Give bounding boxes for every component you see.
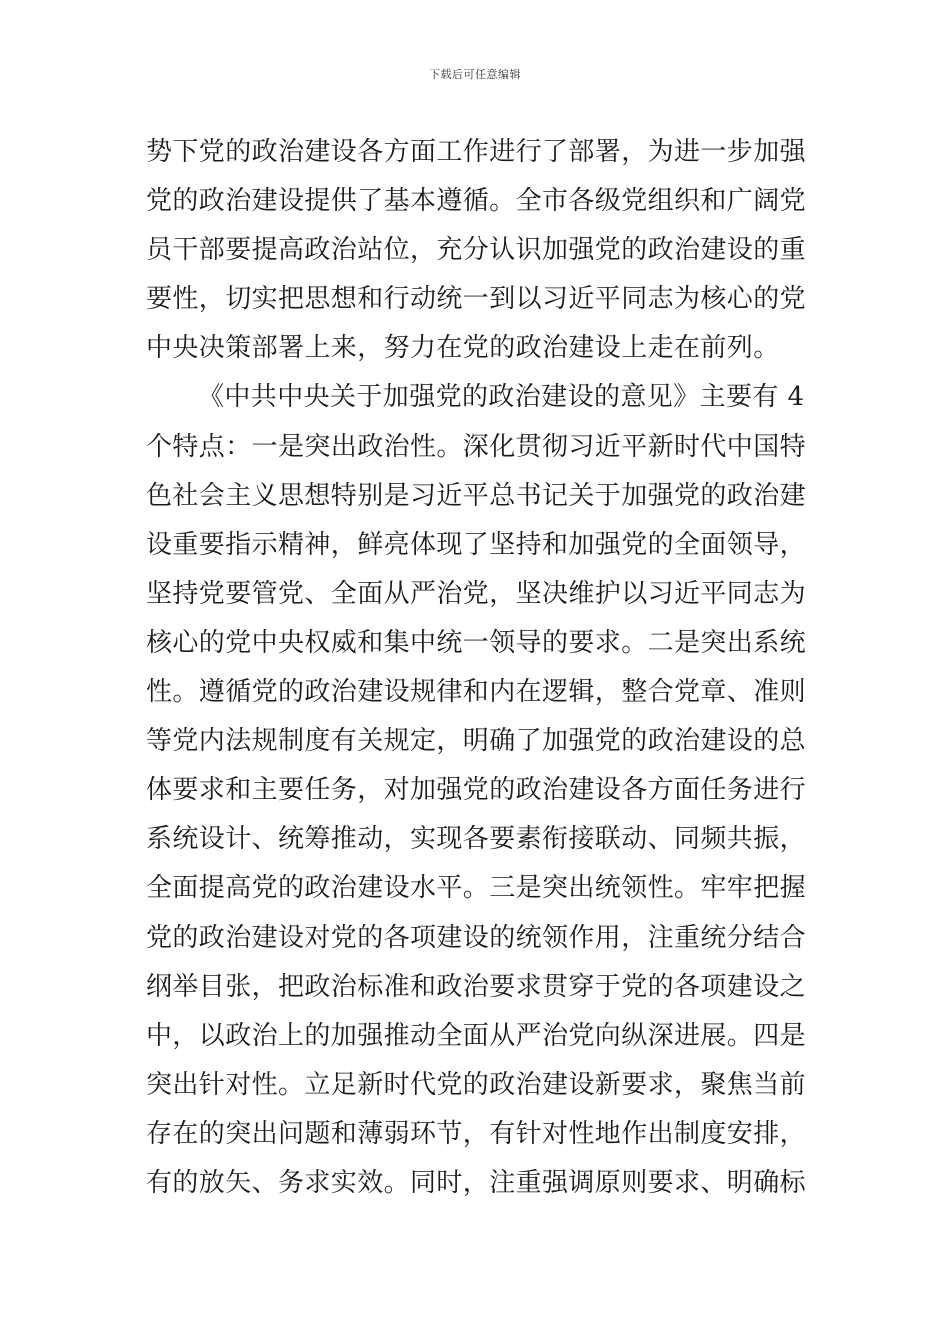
text-line: 突出针对性。立足新时代党的政治建设新要求，聚焦当前 [146, 1069, 807, 1100]
text-line: 色社会主义思想特别是习近平总书记关于加强党的政治建 [146, 480, 807, 511]
text-line: 存在的突出问题和薄弱环节，有针对性地作出制度安排， [146, 1118, 807, 1149]
text-line: 核心的党中央权威和集中统一领导的要求。二是突出系统 [146, 627, 807, 658]
header-note: 下载后可任意编辑 [429, 68, 521, 81]
text-line: 要性，切实把思想和行动统一到以习近平同志为核心的党 [146, 284, 807, 315]
text-line: 系统设计、统筹推动，实现各要素衔接联动、同频共振， [146, 824, 807, 855]
text-line: 性。遵循党的政治建设规律和内在逻辑，整合党章、准则 [146, 677, 807, 708]
text-line: 员干部要提高政治站位，充分认识加强党的政治建设的重 [146, 235, 807, 266]
paragraph-first-line: 《中共中央关于加强党的政治建设的意见》主要有 4 [198, 382, 805, 413]
text-line: 个特点：一是突出政治性。深化贯彻习近平新时代中国特 [146, 431, 807, 462]
text-line: 党的政治建设对党的各项建设的统领作用，注重统分结合 [146, 922, 807, 953]
text-line: 党的政治建设提供了基本遵循。全市各级党组织和广阔党 [146, 186, 807, 217]
text-line: 全面提高党的政治建设水平。三是突出统领性。牢牢把握 [146, 873, 807, 904]
text-line: 中，以政治上的加强推动全面从严治党向纵深进展。四是 [146, 1020, 807, 1051]
text-line: 设重要指示精神，鲜亮体现了坚持和加强党的全面领导， [146, 529, 807, 560]
text-line: 纲举目张，把政治标准和政治要求贯穿于党的各项建设之 [146, 971, 807, 1002]
text-line: 等党内法规制度有关规定，明确了加强党的政治建设的总 [146, 726, 807, 757]
text-line: 坚持党要管党、全面从严治党，坚决维护以习近平同志为 [146, 578, 807, 609]
text-line: 中央决策部署上来，努力在党的政治建设上走在前列。 [146, 333, 780, 364]
text-line: 体要求和主要任务，对加强党的政治建设各方面任务进行 [146, 775, 807, 806]
text-line: 势下党的政治建设各方面工作进行了部署，为进一步加强 [146, 137, 807, 167]
document-body [146, 128, 806, 1208]
text-line: 有的放矢、务求实效。同时，注重强调原则要求、明确标 [146, 1167, 807, 1198]
